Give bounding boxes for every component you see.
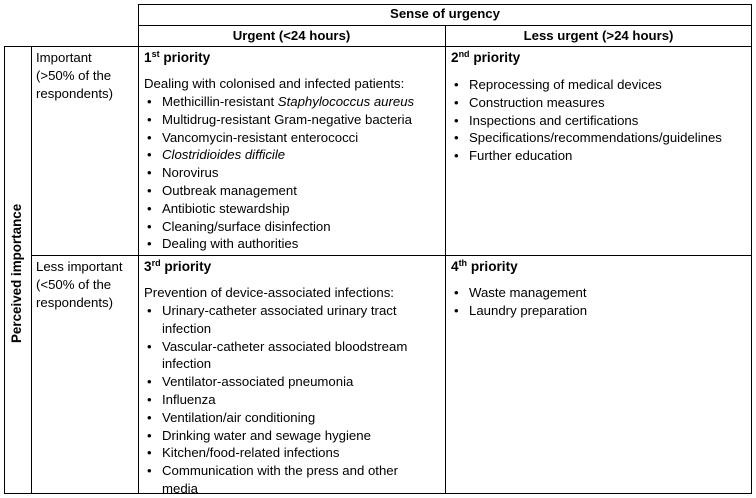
sense-of-urgency-heading: Sense of urgency [390,6,500,21]
list-item: • Kitchen/food-related infections [147,445,340,461]
priority-2-heading: 2nd priority [451,49,521,65]
list-item: • Antibiotic stewardship [147,200,290,216]
grid-line [31,46,32,494]
list-item: • Clostridioides difficile [147,147,286,163]
list-item: • Multidrug-resistant Gram-negative bacteria [147,111,412,127]
list-item: • Ventilator-associated pneumonia [147,374,354,390]
grid-line [445,25,446,494]
list-item: • Specifications/recommendations/guidelines [454,130,722,146]
priority-3-heading: 3rd priority [144,258,212,274]
list-item: • Further education [454,148,573,164]
grid-line [138,4,139,494]
priority-1-intro: Dealing with colonised and infected patients: [144,76,405,91]
important-row-label: Important (>50% of the respondents) [36,50,113,101]
list-item: • Reprocessing of medical devices [454,77,662,92]
list-item: • Vascular-catheter associated bloodstream infection [147,338,408,372]
list-item: • Waste management [454,285,587,300]
list-item: • Ventilation/air conditioning [147,409,316,425]
grid-line [751,4,752,494]
list-item: • Inspections and certifications [454,112,639,128]
list-item: • Outbreak management [147,182,297,198]
less-important-row-label: Less important (<50% of the respondents) [36,259,123,310]
list-item: • Dealing with authorities [147,236,299,252]
urgent-column-heading: Urgent (<24 hours) [232,28,351,43]
list-item: • Cleaning/surface disinfection [147,218,331,234]
list-item: • Drinking water and sewage hygiene [147,427,371,443]
grid-line [31,255,752,256]
list-item: • Laundry preparation [454,302,588,318]
list-item: • Norovirus [147,165,219,181]
priority-3-list [142,302,407,498]
priority-1-heading: 1st priority [144,49,211,65]
grid-line [4,46,5,494]
list-item: • Influenza [147,391,216,407]
priority-1-list [142,93,414,253]
list-item: • Urinary-catheter associated urinary tract infection [147,303,397,336]
less-urgent-column-heading: Less urgent (>24 hours) [523,28,674,43]
priority-3-intro: Prevention of device-associated infections: [144,285,394,300]
priority-4-list [449,284,587,320]
list-item: • Construction measures [454,94,605,110]
list-item: • Methicillin-resistant Staphylococcus aureus [147,94,415,109]
priority-4-heading: 4th priority [451,258,518,274]
perceived-importance-label: Perceived importance [9,203,24,343]
grid-line [4,46,752,47]
list-item: • Vancomycin-resistant enterococci [147,129,359,145]
list-item: • Communication with the press and other media [147,463,399,496]
priority-2-list [449,76,722,165]
